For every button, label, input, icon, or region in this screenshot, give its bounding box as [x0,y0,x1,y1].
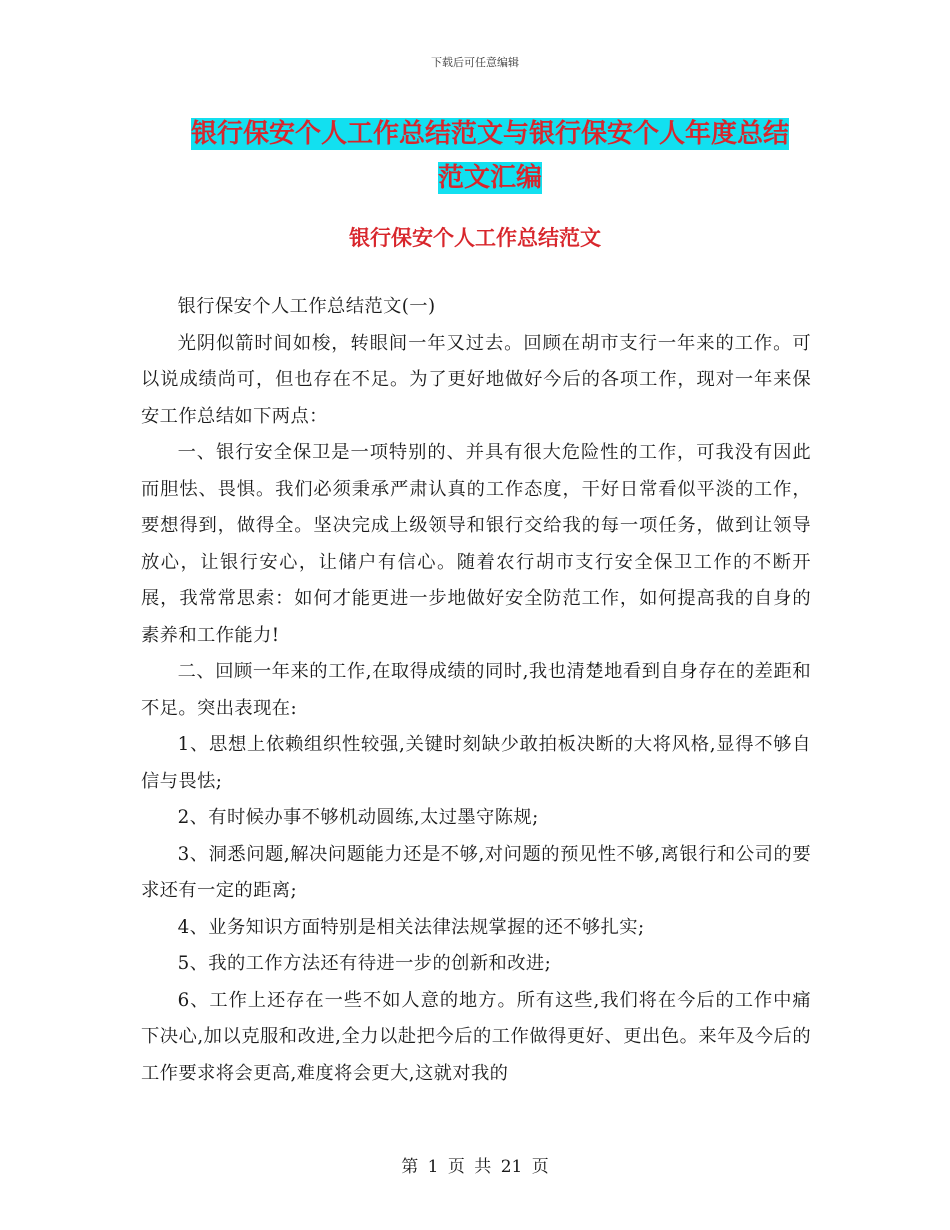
document-body [141,289,811,1092]
section-title: 银行保安个人工作总结范文 [349,226,601,250]
paragraph: 2、有时候办事不够机动圆练,太过墨守陈规; [177,807,539,828]
document-title-line-2: 范文汇编 [437,163,542,193]
page-number-footer: 第 1 页 共 21 页 [401,1157,549,1177]
paragraph: 4、业务知识方面特别是相关法律法规掌握的还不够扎实; [177,916,645,938]
page-header-note: 下载后可任意编辑 [431,56,519,69]
paragraph: 3、洞悉问题,解决问题能力还是不够,对问题的预见性不够,离银行和公司的要求还有一定的距离; [141,843,811,901]
document-title-line-1: 银行保安个人工作总结范文与银行保安个人年度总结 [190,119,789,149]
paragraph: 一、银行安全保卫是一项特别的、并具有很大危险性的工作，可我没有因此而胆怯、畏惧。我们必须秉承严肃认真的工作态度，干好日常看似平淡的工作，要想得到，做得全。坚决完成上级领导和银行交给我的每一项任务，做到让领导放心，让银行安心，让储户有信心。随着农行胡市支行安全保卫工作的不断开展，我常常思索：如何才能更进一步地做好安全防范工作，如何提高我的自身的素养和工作能力! [141,442,811,646]
paragraph: 6、工作上还存在一些不如人意的地方。所有这些,我们将在今后的工作中痛下决心,加以克服和改进,全力以赴把今后的工作做得更好、更出色。来年及今后的工作要求将会更高,难度将会更大,这就对我的 [141,989,811,1084]
paragraph: 二、回顾一年来的工作,在取得成绩的同时,我也清楚地看到自身存在的差距和不足。突出表现在: [141,661,811,719]
document-title [140,112,840,200]
paragraph: 5、我的工作方法还有待进一步的创新和改进; [177,953,552,974]
paragraph: 1、思想上依赖组织性较强,关键时刻缺少敢拍板决断的大将风格,显得不够自信与畏怯; [141,734,811,792]
paragraph: 光阴似箭时间如梭，转眼间一年又过去。回顾在胡市支行一年来的工作。可以说成绩尚可，但也存在不足。为了更好地做好今后的各项工作，现对一年来保安工作总结如下两点： [141,332,811,427]
paragraph: 银行保安个人工作总结范文(一) [177,296,436,317]
